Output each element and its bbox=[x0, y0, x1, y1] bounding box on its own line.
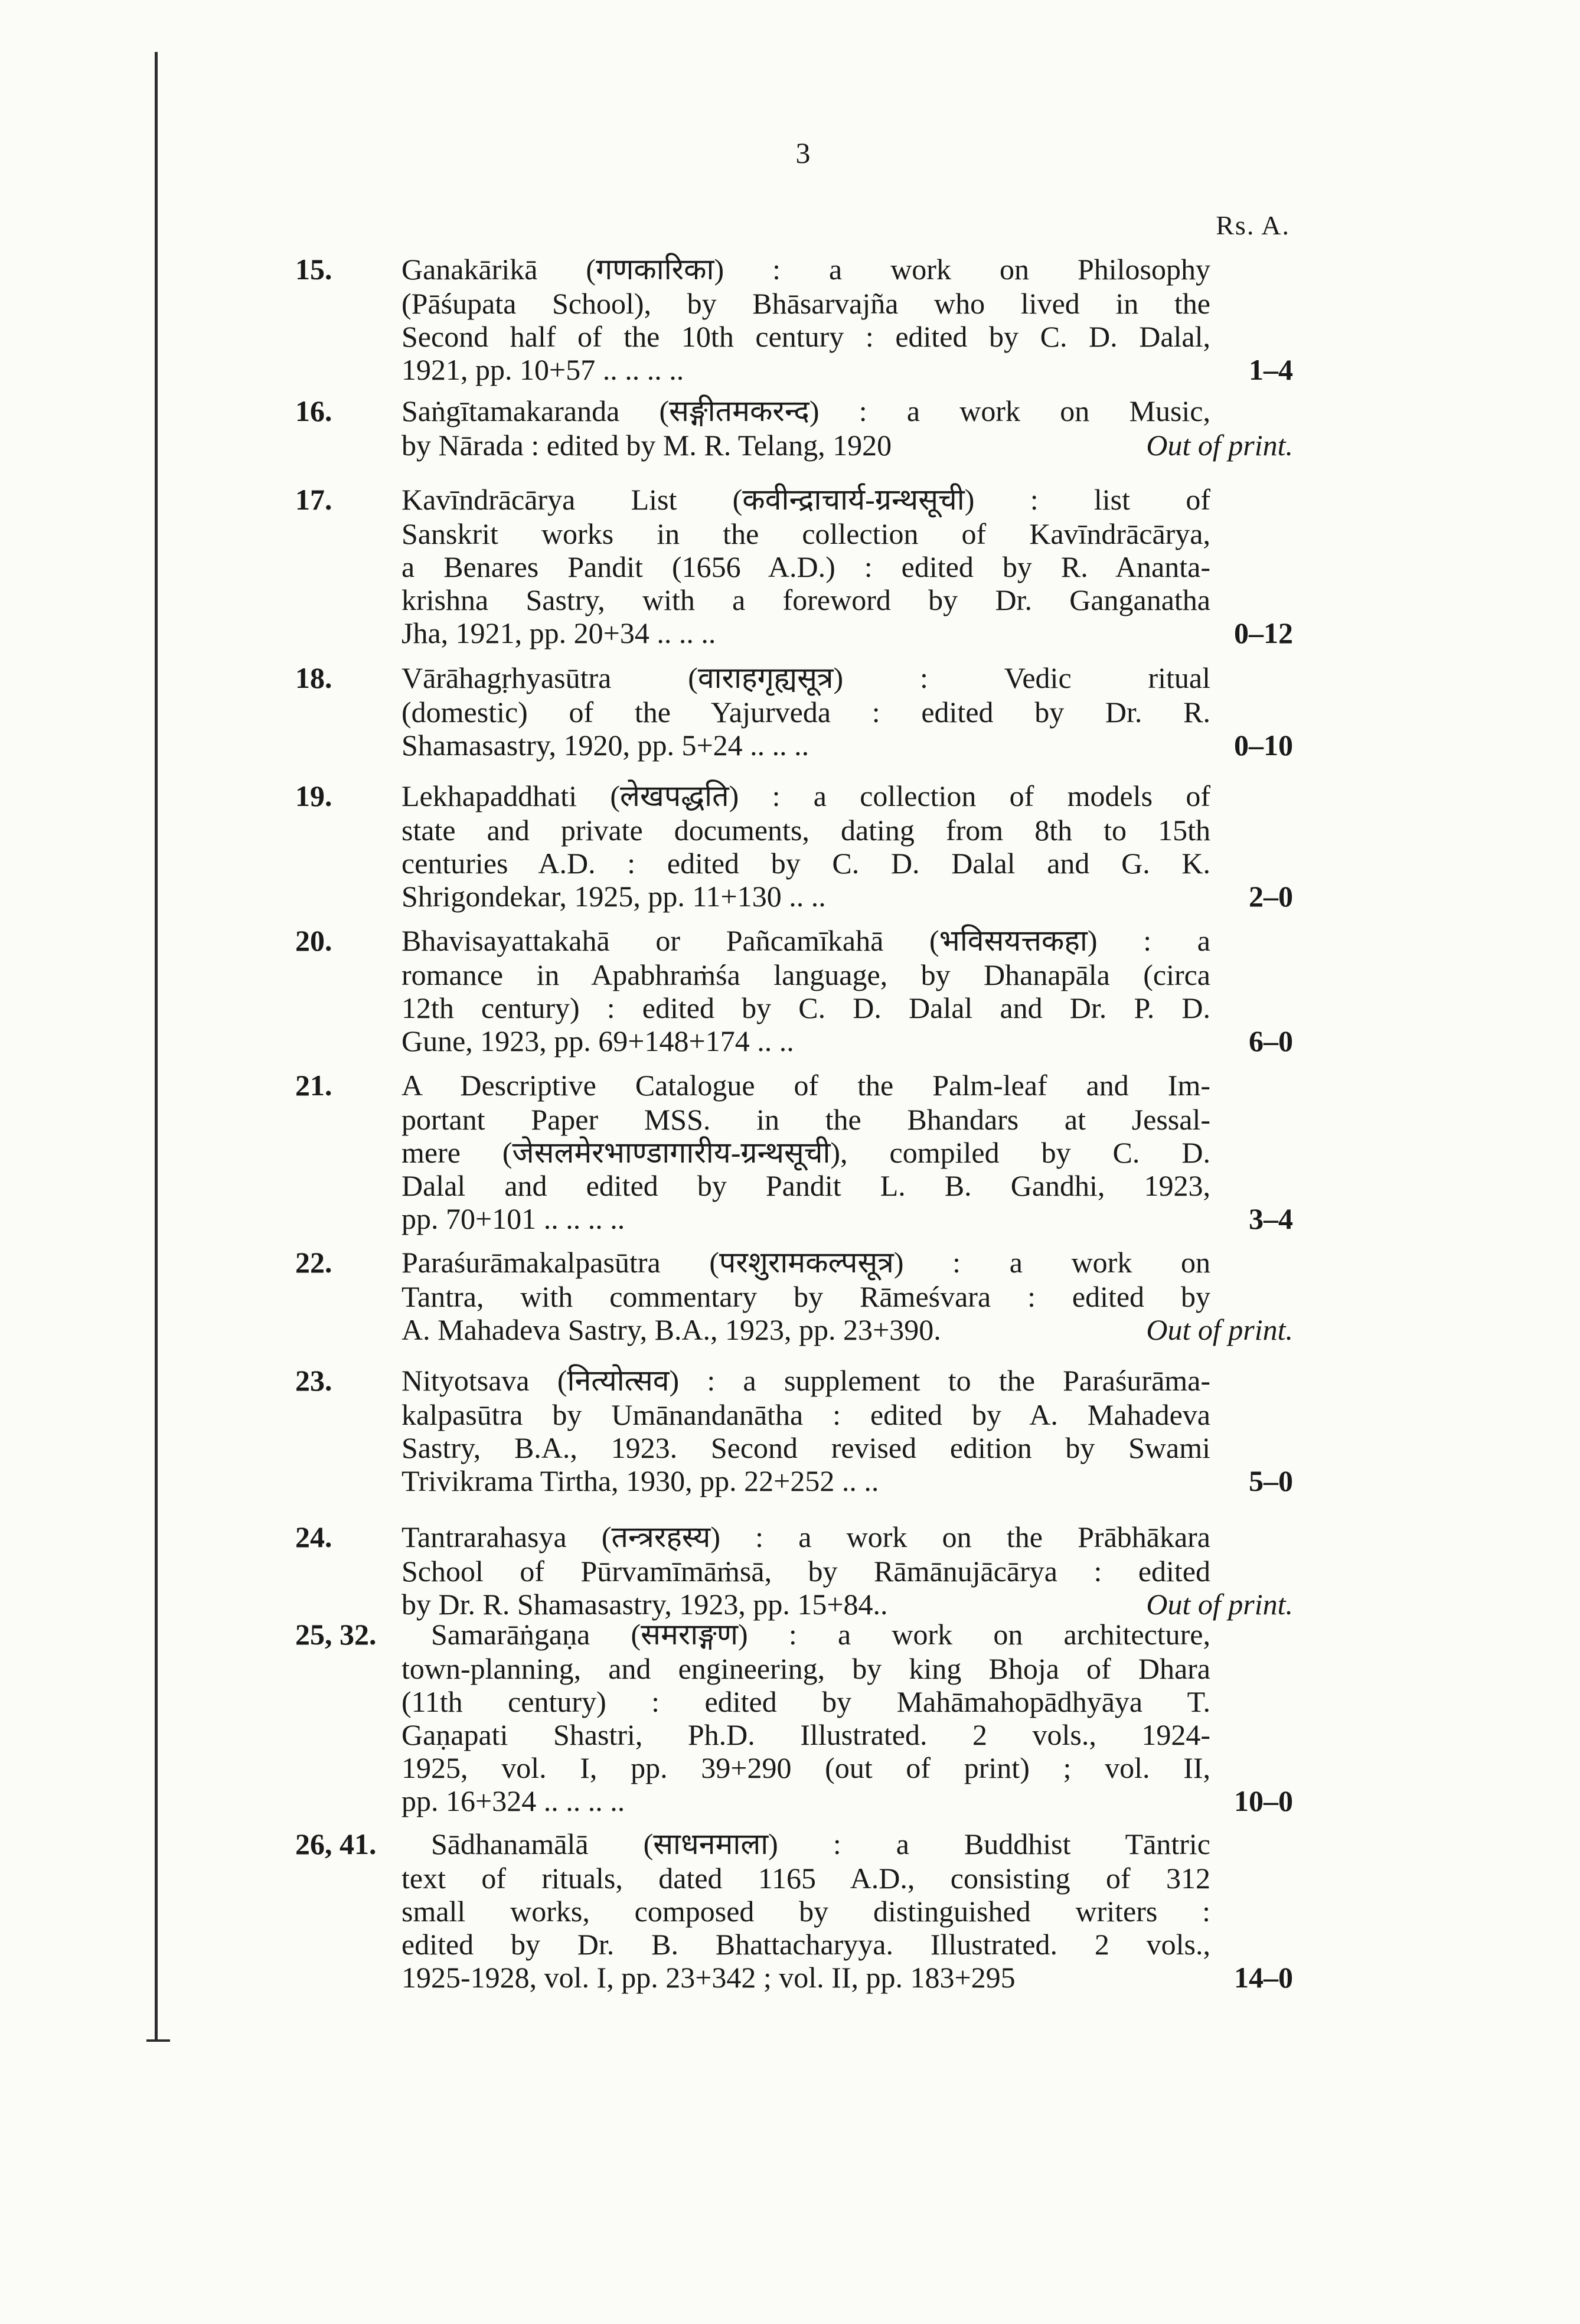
entry-line bbox=[295, 1718, 1293, 1751]
entry-line bbox=[295, 1246, 1293, 1280]
catalogue-entry bbox=[295, 253, 1293, 386]
entry-line bbox=[295, 394, 1293, 429]
entry-line bbox=[295, 1024, 1293, 1057]
entry-line bbox=[295, 429, 1293, 462]
entry-text: portant Paper MSS. in the Bhandars at Jessal- bbox=[401, 1103, 1210, 1136]
entry-text: (domestic) of the Yajurveda : edited by Dr. R. bbox=[401, 696, 1210, 729]
entry-line bbox=[295, 616, 1293, 649]
entry-text: Lekhapaddhati (लेखपद्धति) : a collection of models of bbox=[401, 779, 1210, 812]
entry-number: 16. bbox=[295, 394, 332, 427]
entry-print-status: Out of print. bbox=[1146, 429, 1293, 462]
entry-text: Samarāṅgaṇa (समराङ्गण) : a work on architecture, bbox=[431, 1618, 1210, 1651]
catalogue-entry bbox=[295, 1069, 1293, 1235]
entry-line bbox=[295, 1464, 1293, 1497]
entry-print-status: Out of print. bbox=[1146, 1588, 1293, 1621]
entry-line bbox=[295, 729, 1293, 762]
entry-number: 15. bbox=[295, 253, 332, 286]
entry-price: 6–0 bbox=[1249, 1024, 1293, 1057]
entry-line bbox=[295, 924, 1293, 958]
entry-line bbox=[295, 847, 1293, 880]
entry-price: 3–4 bbox=[1249, 1202, 1293, 1235]
entry-line bbox=[295, 991, 1293, 1024]
entry-text: pp. 70+101 .. .. .. .. bbox=[401, 1202, 625, 1235]
entry-text: edited by Dr. B. Bhattacharyya. Illustrated. 2 vols., bbox=[401, 1928, 1210, 1961]
entry-line bbox=[295, 1103, 1293, 1136]
entry-text: a Benares Pandit (1656 A.D.) : edited by R. Ananta- bbox=[401, 550, 1210, 583]
entry-line bbox=[295, 1618, 1293, 1652]
entry-price: 14–0 bbox=[1234, 1961, 1293, 1994]
entry-number: 19. bbox=[295, 779, 332, 812]
binding-rule bbox=[155, 52, 158, 2042]
entry-number: 22. bbox=[295, 1246, 332, 1279]
entry-text: Second half of the 10th century : edited by C. D. Dalal, bbox=[401, 320, 1210, 353]
entry-text: A Descriptive Catalogue of the Palm-leaf and Im- bbox=[401, 1069, 1210, 1102]
entry-text: krishna Sastry, with a foreword by Dr. Ganganatha bbox=[401, 583, 1210, 616]
entry-price: 0–12 bbox=[1234, 616, 1293, 649]
entry-line bbox=[295, 353, 1293, 386]
entry-price: 10–0 bbox=[1234, 1784, 1293, 1817]
entry-text: Shrigondekar, 1925, pp. 11+130 .. .. bbox=[401, 880, 826, 913]
entry-line bbox=[295, 550, 1293, 583]
entry-text: 1925, vol. I, pp. 39+290 (out of print) ; vol. II, bbox=[401, 1751, 1210, 1784]
catalogue-entry bbox=[295, 1618, 1293, 1817]
entry-text: pp. 16+324 .. .. .. .. bbox=[401, 1784, 625, 1817]
entry-number: 23. bbox=[295, 1364, 332, 1397]
entry-text: A. Mahadeva Sastry, B.A., 1923, pp. 23+390. bbox=[401, 1313, 941, 1346]
entry-text: romance in Apabhraṁśa language, by Dhanapāla (circa bbox=[401, 958, 1210, 991]
catalogue-entry bbox=[295, 661, 1293, 762]
entry-number: 17. bbox=[295, 483, 332, 516]
entry-line bbox=[295, 1280, 1293, 1313]
entry-text: Ganakārikā (गणकारिका) : a work on Philosophy bbox=[401, 253, 1210, 286]
entry-number: 21. bbox=[295, 1069, 332, 1102]
entry-line bbox=[295, 814, 1293, 847]
entry-line bbox=[295, 1751, 1293, 1784]
entry-text: Vārāhagṛhyasūtra (वाराहगृह्यसूत्र) : Vedic ritual bbox=[401, 661, 1210, 694]
entry-number: 20. bbox=[295, 924, 332, 957]
catalogue-entry bbox=[295, 1827, 1293, 1994]
entry-line bbox=[295, 287, 1293, 320]
entry-price: 0–10 bbox=[1234, 729, 1293, 762]
entry-line bbox=[295, 320, 1293, 353]
entry-text: kalpasūtra by Umānandanātha : edited by A. Mahadeva bbox=[401, 1398, 1210, 1431]
entry-text: (Pāśupata School), by Bhāsarvajña who lived in the bbox=[401, 287, 1210, 320]
entry-line bbox=[295, 1398, 1293, 1431]
entry-line bbox=[295, 1364, 1293, 1398]
entry-line bbox=[295, 1685, 1293, 1718]
binding-foot bbox=[146, 2039, 170, 2042]
catalogue-entry bbox=[295, 1520, 1293, 1621]
entry-price: 1–4 bbox=[1249, 353, 1293, 386]
entry-text: town-planning, and engineering, by king Bhoja of Dhara bbox=[401, 1652, 1210, 1685]
entry-line bbox=[295, 1862, 1293, 1895]
entry-line bbox=[295, 1202, 1293, 1235]
entry-line bbox=[295, 696, 1293, 729]
entry-line bbox=[295, 1961, 1293, 1994]
entry-price: 2–0 bbox=[1249, 880, 1293, 913]
entry-text: Gaṇapati Shastri, Ph.D. Illustrated. 2 vols., 1924- bbox=[401, 1718, 1210, 1751]
entry-line bbox=[295, 1928, 1293, 1961]
entry-line bbox=[295, 253, 1293, 287]
entry-line bbox=[295, 1555, 1293, 1588]
entry-text: Bhavisayattakahā or Pañcamīkahā (भविसयत्तकहा) : a bbox=[401, 924, 1210, 957]
catalogue-entry bbox=[295, 483, 1293, 649]
entry-line bbox=[295, 1313, 1293, 1346]
entry-line bbox=[295, 1784, 1293, 1817]
entry-text: small works, composed by distinguished writers : bbox=[401, 1895, 1210, 1928]
entry-text: mere (जेसलमेरभाण्डागारीय-ग्रन्थसूची), compiled by C. D. bbox=[401, 1136, 1210, 1169]
entry-text: Paraśurāmakalpasūtra (परशुरामकल्पसूत्र) : a work on bbox=[401, 1246, 1210, 1279]
price-column-header: Rs. A. bbox=[1216, 210, 1290, 240]
entry-text: state and private documents, dating from 8th to 15th bbox=[401, 814, 1210, 847]
entry-text: School of Pūrvamīmāṁsā, by Rāmānujācārya : edited bbox=[401, 1555, 1210, 1588]
entry-text: Saṅgītamakaranda (सङ्गीतमकरन्द) : a work on Music, bbox=[401, 394, 1210, 427]
entry-text: Dalal and edited by Pandit L. B. Gandhi, 1923, bbox=[401, 1169, 1210, 1202]
entry-text: Shamasastry, 1920, pp. 5+24 .. .. .. bbox=[401, 729, 809, 762]
entry-text: by Dr. R. Shamasastry, 1923, pp. 15+84.. bbox=[401, 1588, 888, 1621]
page-number: 3 bbox=[795, 136, 811, 169]
entry-number: 26, 41. bbox=[295, 1827, 377, 1860]
entry-line bbox=[295, 1827, 1293, 1862]
catalogue-entry bbox=[295, 1364, 1293, 1497]
catalogue-entry bbox=[295, 924, 1293, 1057]
entry-line bbox=[295, 1652, 1293, 1685]
entry-text: Trivikrama Tirtha, 1930, pp. 22+252 .. .. bbox=[401, 1464, 879, 1497]
entry-text: by Nārada : edited by M. R. Telang, 1920 bbox=[401, 429, 892, 462]
catalogue-entry bbox=[295, 394, 1293, 462]
entry-text: Jha, 1921, pp. 20+34 .. .. .. bbox=[401, 616, 716, 649]
entry-line bbox=[295, 1069, 1293, 1103]
entry-line bbox=[295, 1431, 1293, 1464]
entry-print-status: Out of print. bbox=[1146, 1313, 1293, 1346]
entry-text: centuries A.D. : edited by C. D. Dalal and G. K. bbox=[401, 847, 1210, 880]
entry-line bbox=[295, 1169, 1293, 1202]
catalogue-entry bbox=[295, 779, 1293, 913]
entry-text: (11th century) : edited by Mahāmahopādhyāya T. bbox=[401, 1685, 1210, 1718]
entry-line bbox=[295, 483, 1293, 517]
entry-price: 5–0 bbox=[1249, 1464, 1293, 1497]
entry-line bbox=[295, 958, 1293, 991]
entry-line bbox=[295, 583, 1293, 616]
entry-text: Nityotsava (नित्योत्सव) : a supplement to the Paraśurāma- bbox=[401, 1364, 1210, 1397]
entry-line bbox=[295, 1895, 1293, 1928]
entry-text: Tantrarahasya (तन्त्ररहस्य) : a work on the Prābhākara bbox=[401, 1520, 1210, 1553]
entry-text: Gune, 1923, pp. 69+148+174 .. .. bbox=[401, 1024, 794, 1057]
entry-line bbox=[295, 517, 1293, 550]
entry-line bbox=[295, 1136, 1293, 1169]
entry-number: 24. bbox=[295, 1520, 332, 1553]
entry-line bbox=[295, 779, 1293, 814]
entry-text: Sastry, B.A., 1923. Second revised edition by Swami bbox=[401, 1431, 1210, 1464]
entry-text: Sanskrit works in the collection of Kavīndrācārya, bbox=[401, 517, 1210, 550]
entry-text: text of rituals, dated 1165 A.D., consisting of 312 bbox=[401, 1862, 1210, 1895]
entry-text: Tantra, with commentary by Rāmeśvara : edited by bbox=[401, 1280, 1210, 1313]
entry-number: 25, 32. bbox=[295, 1618, 377, 1651]
entry-text: 12th century) : edited by C. D. Dalal and Dr. P. D. bbox=[401, 991, 1210, 1024]
entry-text: 1925-1928, vol. I, pp. 23+342 ; vol. II, pp. 183+295 bbox=[401, 1961, 1016, 1994]
entry-line bbox=[295, 661, 1293, 696]
catalogue-entry bbox=[295, 1246, 1293, 1346]
entry-text: Sādhanamālā (साधनमाला) : a Buddhist Tāntric bbox=[431, 1827, 1210, 1860]
entry-text: Kavīndrācārya List (कवीन्द्राचार्य-ग्रन्थसूची) : list of bbox=[401, 483, 1210, 516]
entry-line bbox=[295, 880, 1293, 913]
entry-line bbox=[295, 1520, 1293, 1555]
entry-number: 18. bbox=[295, 661, 332, 694]
entry-line bbox=[295, 1588, 1293, 1621]
entry-text: 1921, pp. 10+57 .. .. .. .. bbox=[401, 353, 684, 386]
